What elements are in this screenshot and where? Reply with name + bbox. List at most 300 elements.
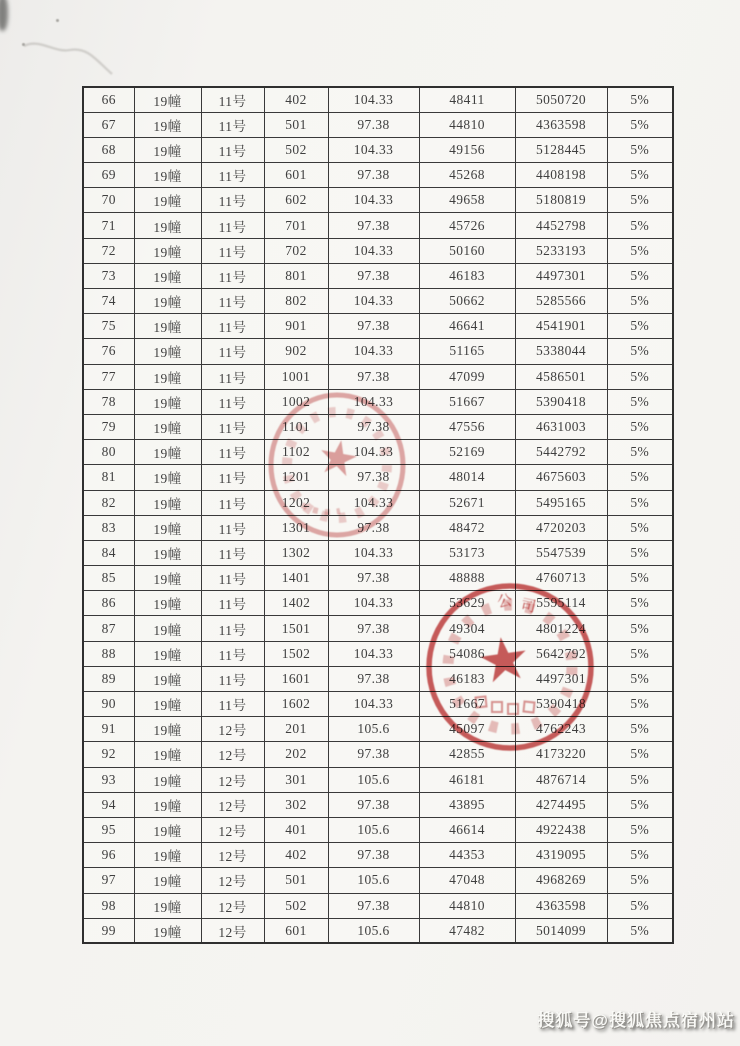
table-cell: 75	[83, 314, 134, 339]
table-cell: 70	[83, 188, 134, 213]
table-cell: 5%	[607, 238, 673, 263]
table-cell: 11号	[201, 137, 264, 162]
table-cell: 1602	[264, 692, 328, 717]
watermark-text: 搜狐号@搜狐焦点宿州站	[537, 1011, 735, 1030]
table-cell: 51667	[419, 692, 515, 717]
table-cell: 86	[83, 591, 134, 616]
table-cell: 44353	[419, 843, 515, 868]
table-cell: 11号	[201, 163, 264, 188]
table-cell: 44810	[419, 112, 515, 137]
table-cell: 5%	[607, 414, 673, 439]
table-cell: 43895	[419, 792, 515, 817]
table-cell: 97.38	[328, 112, 419, 137]
table-cell: 5180819	[515, 188, 607, 213]
scan-artifact-dot	[56, 19, 59, 22]
table-cell: 5%	[607, 263, 673, 288]
table-row	[83, 792, 673, 817]
table-row	[83, 87, 673, 112]
star-icon	[318, 437, 360, 477]
table-cell: 11号	[201, 238, 264, 263]
table-cell: 11号	[201, 289, 264, 314]
table-cell: 104.33	[328, 641, 419, 666]
table-cell: 5%	[607, 213, 673, 238]
table-cell: 19幢	[134, 289, 201, 314]
red-seal-stamp-2	[424, 581, 596, 753]
table-cell: 5442792	[515, 440, 607, 465]
table-cell: 701	[264, 213, 328, 238]
table-cell: 5%	[607, 918, 673, 943]
table-cell: 105.6	[328, 868, 419, 893]
table-cell: 19幢	[134, 893, 201, 918]
table-cell: 80	[83, 440, 134, 465]
table-cell: 19幢	[134, 868, 201, 893]
table-cell: 105.6	[328, 717, 419, 742]
table-cell: 5%	[607, 868, 673, 893]
table-cell: 48411	[419, 87, 515, 112]
table-cell: 19幢	[134, 616, 201, 641]
table-cell: 12号	[201, 817, 264, 842]
table-cell: 98	[83, 893, 134, 918]
table-cell: 11号	[201, 490, 264, 515]
table-cell: 4408198	[515, 163, 607, 188]
table-cell: 1002	[264, 389, 328, 414]
scan-artifact-dot	[22, 43, 25, 46]
table-cell: 601	[264, 163, 328, 188]
table-cell: 11号	[201, 616, 264, 641]
table-cell: 1401	[264, 566, 328, 591]
table-cell: 19幢	[134, 188, 201, 213]
table-cell: 1301	[264, 515, 328, 540]
table-cell: 77	[83, 364, 134, 389]
table-row	[83, 289, 673, 314]
table-cell: 104.33	[328, 87, 419, 112]
table-cell: 94	[83, 792, 134, 817]
table-cell: 5390418	[515, 692, 607, 717]
table-row	[83, 364, 673, 389]
table-row	[83, 263, 673, 288]
table-cell: 12号	[201, 918, 264, 943]
table-cell: 4363598	[515, 112, 607, 137]
table-cell: 19幢	[134, 414, 201, 439]
table-cell: 11号	[201, 389, 264, 414]
table-cell: 46183	[419, 263, 515, 288]
table-cell: 501	[264, 868, 328, 893]
table-cell: 5595114	[515, 591, 607, 616]
table-cell: 11号	[201, 414, 264, 439]
table-cell: 19幢	[134, 591, 201, 616]
table-cell: 602	[264, 188, 328, 213]
table-cell: 1302	[264, 540, 328, 565]
table-cell: 12号	[201, 767, 264, 792]
table-cell: 4720203	[515, 515, 607, 540]
table-cell: 19幢	[134, 137, 201, 162]
table-cell: 69	[83, 163, 134, 188]
table-cell: 79	[83, 414, 134, 439]
table-cell: 4319095	[515, 843, 607, 868]
table-cell: 88	[83, 641, 134, 666]
table-cell: 105.6	[328, 767, 419, 792]
table-cell: 90	[83, 692, 134, 717]
table-cell: 401	[264, 817, 328, 842]
table-cell: 5%	[607, 893, 673, 918]
table-cell: 97.38	[328, 792, 419, 817]
table-cell: 12号	[201, 893, 264, 918]
table-cell: 54086	[419, 641, 515, 666]
table-cell: 5%	[607, 490, 673, 515]
table-cell: 5014099	[515, 918, 607, 943]
table-cell: 19幢	[134, 339, 201, 364]
table-cell: 104.33	[328, 540, 419, 565]
table-row	[83, 112, 673, 137]
table-cell: 11号	[201, 641, 264, 666]
table-cell: 104.33	[328, 339, 419, 364]
table-cell: 902	[264, 339, 328, 364]
table-cell: 19幢	[134, 717, 201, 742]
table-cell: 5%	[607, 339, 673, 364]
table-cell: 4922438	[515, 817, 607, 842]
table-cell: 5233193	[515, 238, 607, 263]
table-cell: 502	[264, 893, 328, 918]
table-cell: 11号	[201, 263, 264, 288]
table-cell: 402	[264, 87, 328, 112]
scan-artifact-corner	[0, 0, 8, 31]
table-row	[83, 540, 673, 565]
table-cell: 104.33	[328, 238, 419, 263]
table-cell: 19幢	[134, 490, 201, 515]
table-cell: 1402	[264, 591, 328, 616]
table-cell: 93	[83, 767, 134, 792]
table-cell: 11号	[201, 364, 264, 389]
table-cell: 45097	[419, 717, 515, 742]
table-cell: 92	[83, 742, 134, 767]
table-cell: 67	[83, 112, 134, 137]
table-cell: 601	[264, 918, 328, 943]
table-row	[83, 163, 673, 188]
table-cell: 47556	[419, 414, 515, 439]
table-cell: 97.38	[328, 414, 419, 439]
table-cell: 11号	[201, 540, 264, 565]
table-cell: 11号	[201, 314, 264, 339]
table-cell: 402	[264, 843, 328, 868]
table-cell: 1201	[264, 465, 328, 490]
table-cell: 19幢	[134, 515, 201, 540]
table-cell: 99	[83, 918, 134, 943]
table-row	[83, 767, 673, 792]
table-cell: 5%	[607, 314, 673, 339]
table-cell: 19幢	[134, 918, 201, 943]
table-cell: 4274495	[515, 792, 607, 817]
table-cell: 1101	[264, 414, 328, 439]
table-cell: 5%	[607, 389, 673, 414]
table-cell: 5050720	[515, 87, 607, 112]
table-cell: 5%	[607, 465, 673, 490]
table-cell: 19幢	[134, 843, 201, 868]
table-cell: 48888	[419, 566, 515, 591]
table-row	[83, 213, 673, 238]
table-cell: 11号	[201, 465, 264, 490]
table-cell: 5%	[607, 817, 673, 842]
table-cell: 4541901	[515, 314, 607, 339]
table-cell: 12号	[201, 843, 264, 868]
table-cell: 5%	[607, 792, 673, 817]
table-cell: 12号	[201, 717, 264, 742]
table-cell: 71	[83, 213, 134, 238]
table-cell: 78	[83, 389, 134, 414]
table-cell: 12号	[201, 792, 264, 817]
table-cell: 104.33	[328, 490, 419, 515]
table-cell: 19幢	[134, 314, 201, 339]
table-cell: 19幢	[134, 566, 201, 591]
table-cell: 5%	[607, 616, 673, 641]
star-icon	[478, 634, 529, 683]
table-cell: 11号	[201, 87, 264, 112]
table-cell: 45726	[419, 213, 515, 238]
table-cell: 104.33	[328, 137, 419, 162]
table-cell: 50160	[419, 238, 515, 263]
table-cell: 81	[83, 465, 134, 490]
table-cell: 4631003	[515, 414, 607, 439]
seal-arc-text: 公	[496, 593, 514, 611]
table-cell: 72	[83, 238, 134, 263]
table-cell: 11号	[201, 112, 264, 137]
table-cell: 202	[264, 742, 328, 767]
table-cell: 1001	[264, 364, 328, 389]
table-cell: 5642792	[515, 641, 607, 666]
table-cell: 53173	[419, 540, 515, 565]
table-cell: 11号	[201, 440, 264, 465]
seal-bottom-marks	[476, 697, 535, 714]
table-cell: 19幢	[134, 87, 201, 112]
table-cell: 802	[264, 289, 328, 314]
table-cell: 5547539	[515, 540, 607, 565]
table-cell: 104.33	[328, 188, 419, 213]
table-cell: 5%	[607, 767, 673, 792]
table-cell: 104.33	[328, 692, 419, 717]
table-cell: 46181	[419, 767, 515, 792]
table-cell: 97.38	[328, 566, 419, 591]
table-cell: 19幢	[134, 112, 201, 137]
table-cell: 97.38	[328, 163, 419, 188]
table-cell: 52169	[419, 440, 515, 465]
table-cell: 4452798	[515, 213, 607, 238]
table-cell: 5%	[607, 188, 673, 213]
table-cell: 76	[83, 339, 134, 364]
table-cell: 87	[83, 616, 134, 641]
table-cell: 105.6	[328, 817, 419, 842]
table-cell: 5390418	[515, 389, 607, 414]
table-cell: 5%	[607, 515, 673, 540]
table-cell: 5%	[607, 566, 673, 591]
table-cell: 1502	[264, 641, 328, 666]
table-cell: 5%	[607, 440, 673, 465]
table-cell: 97	[83, 868, 134, 893]
table-cell: 702	[264, 238, 328, 263]
table-cell: 19幢	[134, 238, 201, 263]
table-cell: 97.38	[328, 263, 419, 288]
table-cell: 19幢	[134, 540, 201, 565]
table-cell: 19幢	[134, 364, 201, 389]
table-cell: 74	[83, 289, 134, 314]
table-cell: 53629	[419, 591, 515, 616]
table-cell: 501	[264, 112, 328, 137]
table-row	[83, 843, 673, 868]
table-cell: 5495165	[515, 490, 607, 515]
table-cell: 91	[83, 717, 134, 742]
table-cell: 5%	[607, 843, 673, 868]
table-cell: 105.6	[328, 918, 419, 943]
table-cell: 1501	[264, 616, 328, 641]
table-cell: 47482	[419, 918, 515, 943]
table-cell: 4801224	[515, 616, 607, 641]
table-cell: 5285566	[515, 289, 607, 314]
table-cell: 19幢	[134, 389, 201, 414]
table-cell: 4173220	[515, 742, 607, 767]
table-cell: 45268	[419, 163, 515, 188]
table-cell: 4363598	[515, 893, 607, 918]
table-cell: 5%	[607, 666, 673, 691]
table-cell: 104.33	[328, 591, 419, 616]
seal-arc-text: 司	[519, 597, 538, 617]
table-cell: 89	[83, 666, 134, 691]
table-cell: 5128445	[515, 137, 607, 162]
table-cell: 5%	[607, 717, 673, 742]
table-cell: 4675603	[515, 465, 607, 490]
table-cell: 68	[83, 137, 134, 162]
table-cell: 48472	[419, 515, 515, 540]
table-cell: 4497301	[515, 263, 607, 288]
table-cell: 97.38	[328, 742, 419, 767]
table-cell: 19幢	[134, 263, 201, 288]
table-cell: 5%	[607, 112, 673, 137]
table-cell: 11号	[201, 692, 264, 717]
table-cell: 801	[264, 263, 328, 288]
red-seal-stamp-1	[262, 387, 412, 543]
table-cell: 19幢	[134, 742, 201, 767]
table-row	[83, 918, 673, 943]
table-cell: 97.38	[328, 515, 419, 540]
table-cell: 11号	[201, 666, 264, 691]
table-cell: 19幢	[134, 767, 201, 792]
table-cell: 19幢	[134, 465, 201, 490]
table-cell: 49304	[419, 616, 515, 641]
table-cell: 97.38	[328, 213, 419, 238]
table-cell: 5%	[607, 742, 673, 767]
table-cell: 502	[264, 137, 328, 162]
table-cell: 97.38	[328, 465, 419, 490]
table-cell: 5%	[607, 591, 673, 616]
table-cell: 5%	[607, 163, 673, 188]
table-cell: 48014	[419, 465, 515, 490]
table-cell: 83	[83, 515, 134, 540]
table-cell: 4876714	[515, 767, 607, 792]
table-row	[83, 868, 673, 893]
table-cell: 19幢	[134, 817, 201, 842]
table-cell: 11号	[201, 515, 264, 540]
table-cell: 5%	[607, 137, 673, 162]
table-row	[83, 188, 673, 213]
table-cell: 97.38	[328, 666, 419, 691]
table-cell: 19幢	[134, 440, 201, 465]
table-cell: 44810	[419, 893, 515, 918]
table-cell: 301	[264, 767, 328, 792]
table-cell: 19幢	[134, 692, 201, 717]
table-cell: 11号	[201, 591, 264, 616]
table-row	[83, 314, 673, 339]
table-cell: 5%	[607, 289, 673, 314]
table-cell: 97.38	[328, 616, 419, 641]
table-cell: 19幢	[134, 641, 201, 666]
table-cell: 19幢	[134, 163, 201, 188]
table-cell: 42855	[419, 742, 515, 767]
table-cell: 11号	[201, 566, 264, 591]
table-cell: 5%	[607, 692, 673, 717]
table-cell: 84	[83, 540, 134, 565]
table-cell: 97.38	[328, 364, 419, 389]
table-cell: 47048	[419, 868, 515, 893]
table-cell: 104.33	[328, 289, 419, 314]
table-cell: 47099	[419, 364, 515, 389]
table-cell: 96	[83, 843, 134, 868]
table-row	[83, 238, 673, 263]
table-cell: 85	[83, 566, 134, 591]
table-cell: 97.38	[328, 314, 419, 339]
table-cell: 97.38	[328, 843, 419, 868]
table-cell: 19幢	[134, 666, 201, 691]
table-cell: 46183	[419, 666, 515, 691]
table-cell: 901	[264, 314, 328, 339]
table-cell: 1202	[264, 490, 328, 515]
table-cell: 50662	[419, 289, 515, 314]
table-cell: 46614	[419, 817, 515, 842]
table-row	[83, 893, 673, 918]
table-row	[83, 817, 673, 842]
table-cell: 12号	[201, 742, 264, 767]
table-cell: 82	[83, 490, 134, 515]
table-row	[83, 339, 673, 364]
table-cell: 46641	[419, 314, 515, 339]
table-cell: 4760713	[515, 566, 607, 591]
table-row	[83, 137, 673, 162]
table-cell: 11号	[201, 213, 264, 238]
table-cell: 49156	[419, 137, 515, 162]
table-cell: 4497301	[515, 666, 607, 691]
table-cell: 95	[83, 817, 134, 842]
table-cell: 5338044	[515, 339, 607, 364]
table-cell: 11号	[201, 188, 264, 213]
table-cell: 19幢	[134, 213, 201, 238]
table-cell: 5%	[607, 364, 673, 389]
table-cell: 1102	[264, 440, 328, 465]
table-cell: 12号	[201, 868, 264, 893]
table-cell: 4586501	[515, 364, 607, 389]
table-cell: 5%	[607, 641, 673, 666]
table-cell: 302	[264, 792, 328, 817]
table-cell: 201	[264, 717, 328, 742]
table-cell: 97.38	[328, 893, 419, 918]
table-cell: 11号	[201, 339, 264, 364]
table-cell: 5%	[607, 540, 673, 565]
table-cell: 49658	[419, 188, 515, 213]
table-cell: 51165	[419, 339, 515, 364]
table-cell: 4968269	[515, 868, 607, 893]
table-cell: 52671	[419, 490, 515, 515]
table-cell: 1601	[264, 666, 328, 691]
table-cell: 4762243	[515, 717, 607, 742]
table-cell: 19幢	[134, 792, 201, 817]
table-cell: 104.33	[328, 389, 419, 414]
table-cell: 51667	[419, 389, 515, 414]
table-cell: 73	[83, 263, 134, 288]
